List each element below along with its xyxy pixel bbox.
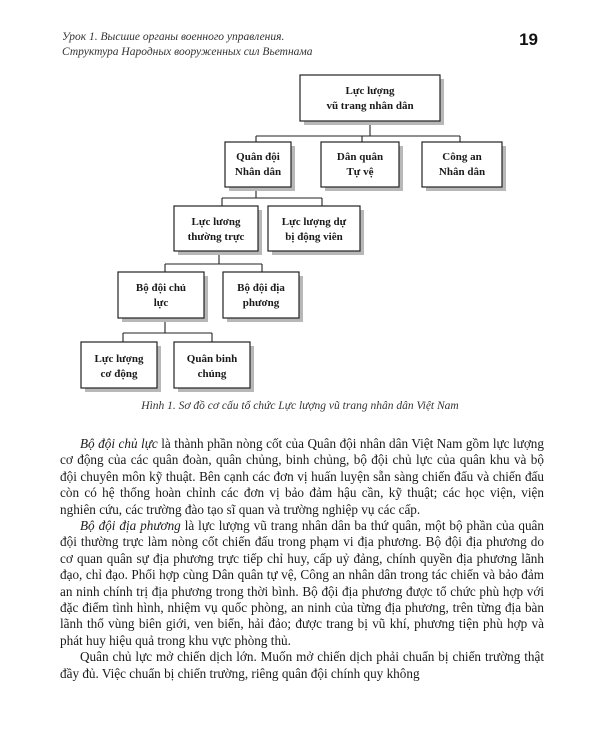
node-militia [321,142,403,191]
lead-term-main-force: Bộ đội chủ lực [80,436,158,451]
node-local-force [223,272,303,322]
node-local-force-line1: Bộ đội địa [237,282,285,294]
node-people-army [225,142,295,191]
figure-caption: Hình 1. Sơ đồ cơ cấu tổ chức Lực lượng vũ trang nhân dân Việt Nam [141,400,459,412]
node-mobile-force-line1: Lực lượng [94,353,144,365]
running-title-line1: Урок 1. Высшие органы военного управления. [62,31,285,43]
paragraph-text: là lực lượng vũ trang nhân dân ba thứ quân, một bộ phần của quân đội thường trực làm nòng cốt chiến đấu trong phạm vi địa phương. Bộ đội địa phương do cơ quan quân sự địa phương trực tiếp chỉ huy, cấp uỷ đảng, chính quyền địa phương lãnh đạo, chỉ đạo. Phối hợp cùng Dân quân tự vệ, Công an nhân dân trong tác chiến và bảo đảm an ninh chính trị địa phương trong thời bình. Bộ đội địa phương được tổ chức phù hợp với đặc điểm tình hình, nhiệm vụ quốc phòng, an ninh của từng địa phương, trên từng địa bàn lãnh thổ vùng biên giới, ven biển, hải đảo; được trang bị vũ khí, phương tiện phù hợp và phát huy hiệu quả trong khu vực phòng thủ. [60,518,544,648]
node-service-branches-line2: chủng [197,368,227,380]
node-people-army-line1: Quân đội [236,151,280,163]
node-police [422,142,506,191]
node-militia-line2: Tự vệ [346,166,374,178]
node-reserve-force-line2: bị động viên [285,231,343,243]
paragraph-main-force [60,436,544,518]
body-text [60,436,544,682]
node-service-branches-line1: Quân binh [186,353,238,365]
node-reserve-force-line1: Lực lượng dự [281,216,347,228]
node-standing-force-line1: Lực lương [191,216,241,228]
page-number: 19 [519,30,538,49]
node-standing-force [174,206,262,255]
node-police-line1: Công an [442,151,482,163]
node-root [300,75,444,125]
node-mobile-force-line2: cơ động [100,368,138,380]
paragraph-text: là thành phần nòng cốt của Quân đội nhân dân Việt Nam gồm lực lượng cơ động của các quân đoàn, quân chủng, binh chủng, bộ đội chủ lực của quân khu và bộ đội chuyên môn kỹ thuật. Bên cạnh các đơn vị huấn luyện sẵn sàng chiến đấu và chiến đấu còn có hệ thống hoàn chỉnh các đơn vị bảo đảm hậu cần, kỹ thuật; các học viện, viện nghiên cứu, các trường đào tạo sĩ quan và trường nghiệp vụ các cấp. [60,436,544,517]
node-local-force-line2: phương [242,297,280,309]
node-standing-force-line2: thường trực [187,231,245,243]
node-reserve-force [268,206,364,255]
paragraph-text: Quân chủ lực mở chiến dịch lớn. Muốn mở chiến dịch phải chuẩn bị chiến trường thật đầy đủ. Việc chuẩn bị chiến trường, riêng quân đội chính quy không [60,649,544,681]
lead-term-local-force: Bộ đội địa phương [80,518,181,534]
running-title-line2: Структура Народных вооруженных сил Вьетнама [62,46,313,58]
node-people-army-line2: Nhân dân [234,166,282,178]
node-main-force-line1: Bộ đội chủ [135,282,187,294]
node-service-branches [174,342,254,392]
node-main-force-line2: lực [153,297,169,309]
node-main-force [118,272,208,322]
node-mobile-force [81,342,161,392]
node-root-line1: Lực lượng [345,85,395,97]
paragraph-campaign [60,649,544,682]
node-militia-line1: Dân quân [336,151,384,163]
paragraph-local-force [60,518,544,649]
node-police-line2: Nhân dân [438,166,486,178]
node-root-line2: vũ trang nhân dân [326,100,414,112]
